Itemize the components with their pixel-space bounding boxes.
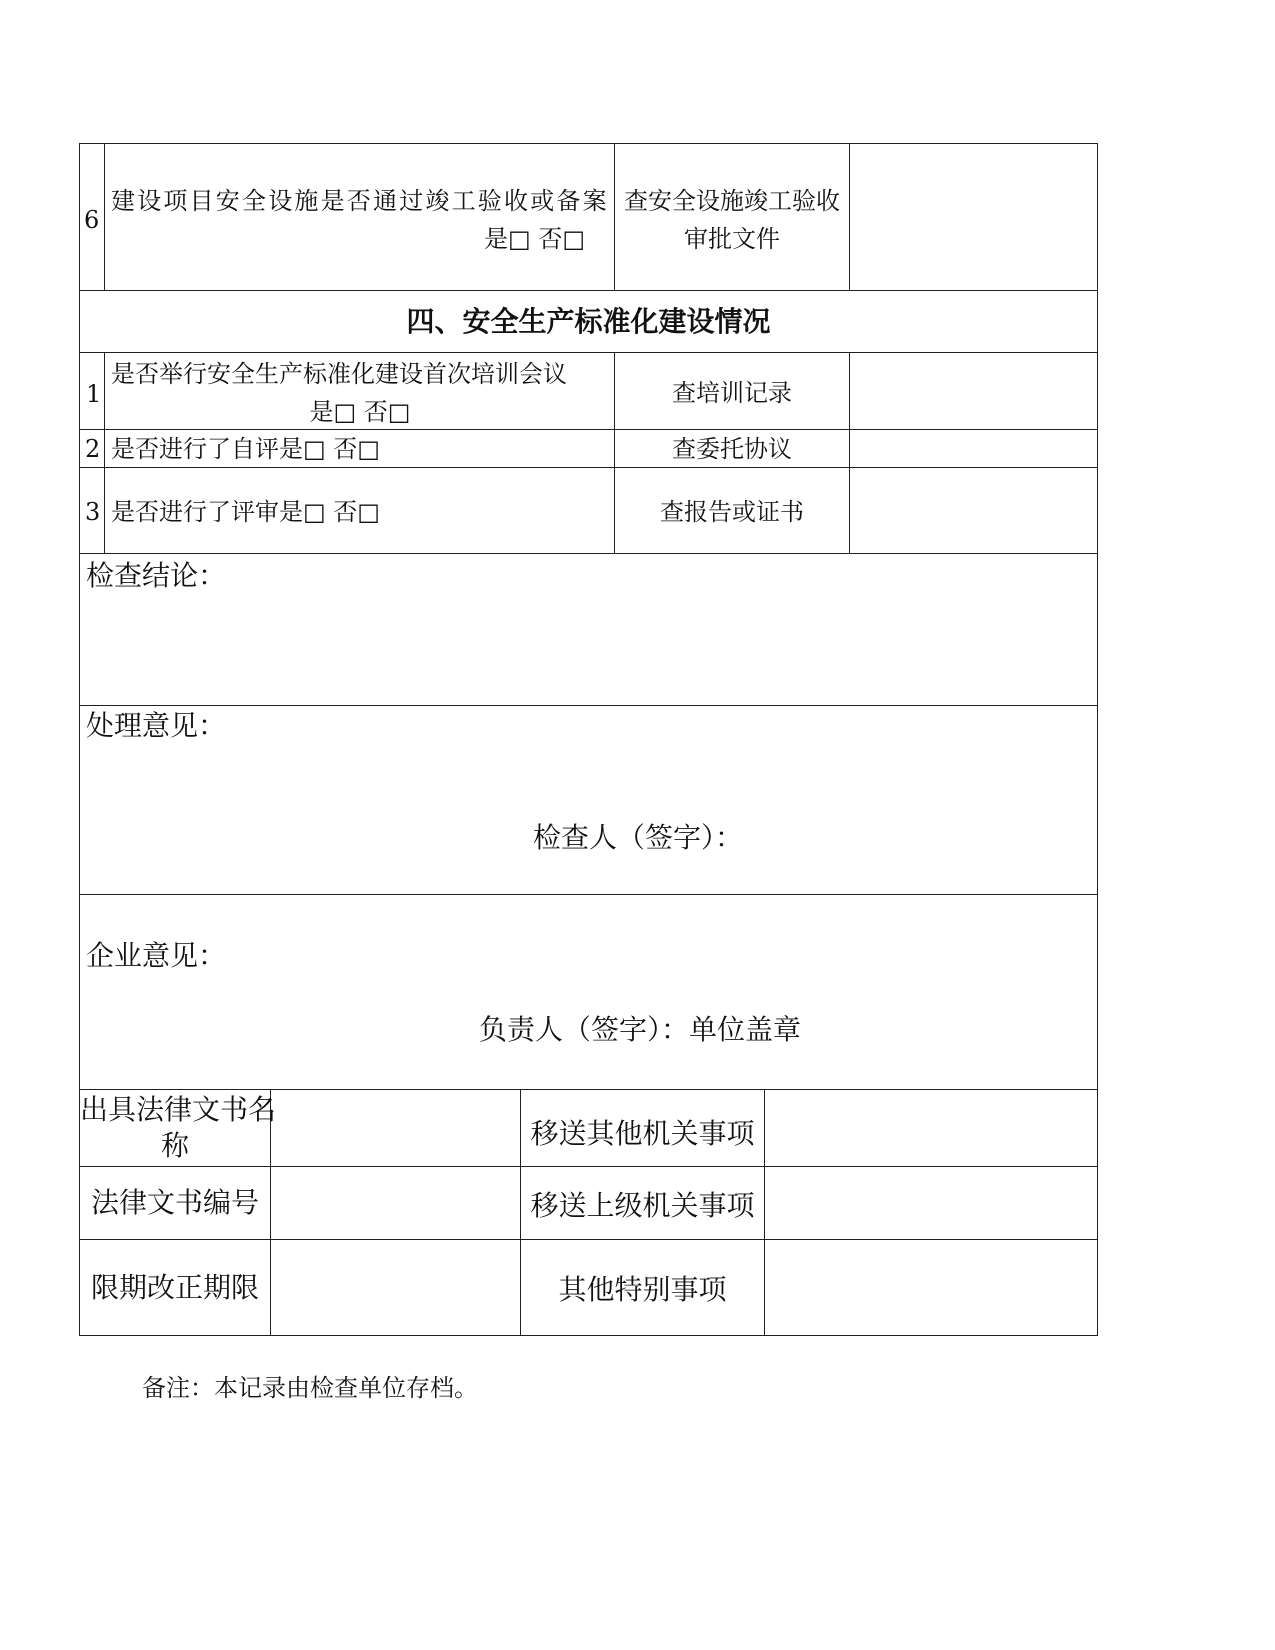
col-divider — [849, 352, 850, 553]
row-number: 2 — [85, 435, 101, 463]
check-item: 建设项目安全设施是否通过竣工验收或备案 — [111, 187, 609, 215]
check-item: 是否进行了评审是□ 否□ — [111, 498, 380, 526]
col-divider — [104, 143, 105, 290]
row-divider — [79, 894, 1098, 895]
responsible-signature: 负责人（签字）：单位盖章 — [479, 1013, 802, 1046]
check-item: 是否进行了自评是□ 否□ — [111, 435, 380, 463]
legal-doc-name-label: 出具法律文书名 — [80, 1093, 277, 1126]
legal-doc-name-label: 称 — [160, 1129, 189, 1162]
check-item: 是否举行安全生产标准化建设首次培训会议 — [111, 360, 567, 388]
col-divider — [849, 143, 850, 290]
footnote: 备注：本记录由检查单位存档。 — [142, 1374, 478, 1402]
section-title: 四、安全生产标准化建设情况 — [406, 305, 771, 338]
check-method: 查报告或证书 — [660, 498, 804, 526]
row-number: 1 — [86, 380, 102, 408]
col-divider — [764, 1089, 765, 1336]
row-number: 3 — [85, 498, 101, 526]
handling-label: 处理意见： — [86, 709, 227, 742]
inspector-signature: 检查人（签字）： — [533, 821, 744, 854]
row-divider — [79, 352, 1098, 353]
check-method: 查委托协议 — [672, 435, 792, 463]
other-special-label: 其他特别事项 — [558, 1273, 727, 1306]
conclusion-label: 检查结论： — [86, 559, 227, 592]
col-divider — [104, 352, 105, 553]
transfer-other-label: 移送其他机关事项 — [530, 1117, 755, 1150]
check-method: 查培训记录 — [672, 379, 792, 407]
enterprise-label: 企业意见： — [86, 939, 227, 972]
row-divider — [79, 1166, 1098, 1167]
check-options: 是□ 否□ — [309, 398, 411, 426]
check-method: 查安全设施竣工验收 — [624, 187, 840, 215]
row-divider — [79, 1239, 1098, 1240]
transfer-superior-label: 移送上级机关事项 — [530, 1189, 755, 1222]
row-divider — [79, 705, 1098, 706]
check-options: 是□ 否□ — [484, 225, 585, 253]
check-method: 审批文件 — [684, 225, 780, 253]
legal-doc-no-label: 法律文书编号 — [90, 1186, 259, 1219]
row-number: 6 — [84, 206, 100, 234]
deadline-label: 限期改正期限 — [90, 1271, 259, 1304]
row-divider — [79, 290, 1098, 291]
col-divider — [270, 1089, 271, 1336]
